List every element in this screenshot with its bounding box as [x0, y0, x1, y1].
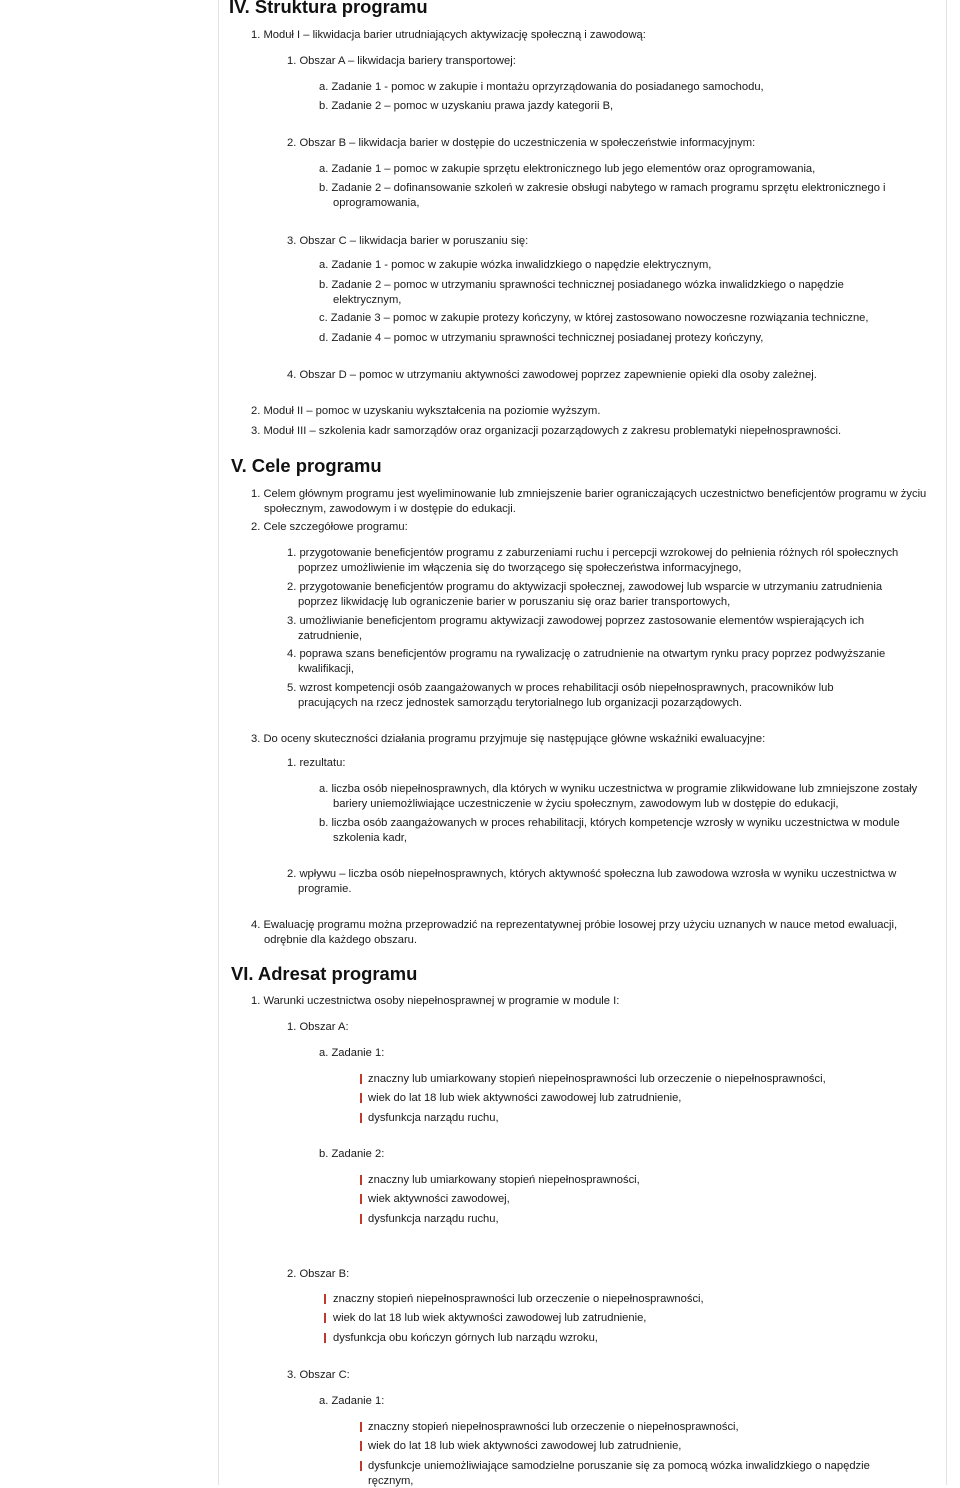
area-d: 4. Obszar D – pomoc w utrzymaniu aktywności zawodowej poprzez zapewnienie opieki dla osoby zależnej.: [287, 369, 817, 381]
indicator-impact: 2. wpływu – liczba osób niepełnosprawnych, których aktywność społeczna lub zawodowa wzrosła w wyniku uczestnictwa w programie.: [287, 868, 897, 895]
recipient-area-a-task-2: b. Zadanie 2:: [319, 1148, 385, 1160]
bullet-icon: [360, 1214, 362, 1224]
module-1: 1. Moduł I – likwidacja barier utrudniających aktywizację społeczną i zawodową:: [251, 29, 646, 41]
area-b: 2. Obszar B – likwidacja barier w dostępie do uczestniczenia w społeczeństwie informacyjnym:: [287, 137, 756, 149]
recipient-area-c-task-1: a. Zadanie 1:: [319, 1395, 385, 1407]
recipient-area-b: 2. Obszar B:: [287, 1268, 350, 1280]
goal-4: 4. poprawa szans beneficjentów programu na rywalizację o zatrudnienie na otwartym rynku pracy poprzez podwyższanie kwalifikacji,: [287, 648, 886, 675]
bullet-icon: [324, 1333, 326, 1343]
area-a-task-1: a. Zadanie 1 - pomoc w zakupie i montażu oprzyrządowania do posiadanego samochodu,: [319, 81, 764, 93]
bullet-icon: [360, 1093, 362, 1103]
list-item: dysfunkcje uniemożliwiające samodzielne poruszanie się za pomocą wózka inwalidzkiego o napędzie ręcznym,: [368, 1460, 870, 1487]
indicator-result-a: a. liczba osób niepełnosprawnych, dla których w wyniku uczestnictwa w programie zlikwidowane lub zmniejszone zostały bariery uniemożliwiające uczestniczenie w życiu społecznym, zawodowym lub w dostępie do edukacji,: [319, 783, 918, 810]
goal-2: 2. przygotowanie beneficjentów programu do aktywizacji społecznej, zawodowej lub wsparcie w utrzymaniu zatrudnienia poprzez likwidację lub ograniczenie barier w poruszaniu się oraz barier transportowych,: [287, 581, 883, 608]
area-c-task-3: c. Zadanie 3 – pomoc w zakupie protezy kończyny, w której zastosowano nowoczesne rozwiązania techniczne,: [319, 312, 869, 324]
bullet-icon: [360, 1441, 362, 1451]
goal-5: 5. wzrost kompetencji osób zaangażowanych w proces rehabilitacji osób niepełnosprawnych, pracowników lub pracujących na rzecz jednostek samorządu terytorialnego lub organizacji pozarządowych.: [287, 682, 834, 709]
list-item: dysfunkcja narządu ruchu,: [368, 1112, 499, 1124]
bullet-icon: [360, 1194, 362, 1204]
specific-goals-label: 2. Cele szczegółowe programu:: [251, 521, 408, 533]
area-b-task-2: b. Zadanie 2 – dofinansowanie szkoleń w zakresie obsługi nabytego w ramach programu sprzętu elektronicznego i oprogramowania,: [319, 182, 886, 209]
list-item: znaczny stopień niepełnosprawności lub orzeczenie o niepełnosprawności,: [333, 1293, 704, 1305]
bullet-icon: [360, 1175, 362, 1185]
area-c-task-2: b. Zadanie 2 – pomoc w utrzymaniu sprawności technicznej posiadanego wózka inwalidzkiego o napędzie elektrycznym,: [319, 279, 844, 306]
list-item: wiek do lat 18 lub wiek aktywności zawodowej lub zatrudnienie,: [368, 1092, 682, 1104]
evaluation-indicators-label: 3. Do oceny skuteczności działania programu przyjmuje się następujące główne wskaźniki ewaluacyjne:: [251, 733, 766, 745]
bullet-icon: [324, 1294, 326, 1304]
list-item: znaczny stopień niepełnosprawności lub orzeczenie o niepełnosprawności,: [368, 1421, 739, 1433]
goal-3: 3. umożliwianie beneficjentom programu aktywizacji zawodowej poprzez zastosowanie elementów wspierających ich zatrudnienie,: [287, 615, 865, 642]
page-left-border: [218, 0, 219, 1485]
indicator-result-b: b. liczba osób zaangażowanych w proces rehabilitacji, których kompetencje wzrosły w wyniku uczestnictwa w module szkolenia kadr,: [319, 817, 900, 844]
section-heading-goals: V. Cele programu: [231, 455, 382, 476]
bullet-icon: [360, 1422, 362, 1432]
bullet-icon: [360, 1074, 362, 1084]
bullet-icon: [324, 1313, 326, 1323]
section-heading-recipient: VI. Adresat programu: [231, 963, 418, 984]
bullet-icon: [360, 1113, 362, 1123]
area-b-task-1: a. Zadanie 1 – pomoc w zakupie sprzętu elektronicznego lub jego elementów oraz oprogramowania,: [319, 163, 816, 175]
bullet-icon: [360, 1461, 362, 1471]
list-item: wiek aktywności zawodowej,: [368, 1193, 510, 1205]
recipient-area-c: 3. Obszar C:: [287, 1369, 350, 1381]
area-a: 1. Obszar A – likwidacja bariery transportowej:: [287, 55, 516, 67]
area-c: 3. Obszar C – likwidacja barier w poruszaniu się:: [287, 235, 529, 247]
list-item: dysfunkcja narządu ruchu,: [368, 1213, 499, 1225]
goal-1: 1. przygotowanie beneficjentów programu z zaburzeniami ruchu i percepcji wzrokowej do pełnienia różnych ról społecznych poprzez umożliwienie im włączenia się do tworzącego się społeczeństwa informacyjnego,: [287, 547, 899, 574]
list-item: dysfunkcja obu kończyn górnych lub narządu wzroku,: [333, 1332, 598, 1344]
participation-conditions: 1. Warunki uczestnictwa osoby niepełnosprawnej w programie w module I:: [251, 995, 620, 1007]
list-item: wiek do lat 18 lub wiek aktywności zawodowej lub zatrudnienie,: [333, 1312, 647, 1324]
main-goal: 1. Celem głównym programu jest wyeliminowanie lub zmniejszenie barier ograniczających uczestnictwo beneficjentów programu w życiu społecznym, zawodowym i w dostępie do edukacji.: [251, 488, 927, 515]
list-item: znaczny lub umiarkowany stopień niepełnosprawności,: [368, 1174, 640, 1186]
recipient-area-a: 1. Obszar A:: [287, 1021, 349, 1033]
indicator-result: 1. rezultatu:: [287, 757, 346, 769]
module-3: 3. Moduł III – szkolenia kadr samorządów oraz organizacji pozarządowych z zakresu problematyki niepełnosprawności.: [251, 425, 842, 437]
list-item: wiek do lat 18 lub wiek aktywności zawodowej lub zatrudnienie,: [368, 1440, 682, 1452]
section-heading-structure: IV. Struktura programu: [229, 0, 428, 17]
recipient-area-a-task-1: a. Zadanie 1:: [319, 1047, 385, 1059]
module-2: 2. Moduł II – pomoc w uzyskaniu wykształcenia na poziomie wyższym.: [251, 405, 601, 417]
list-item: znaczny lub umiarkowany stopień niepełnosprawności lub orzeczenie o niepełnosprawności,: [368, 1073, 826, 1085]
area-c-task-1: a. Zadanie 1 - pomoc w zakupie wózka inwalidzkiego o napędzie elektrycznym,: [319, 259, 712, 271]
evaluation-note: 4. Ewaluację programu można przeprowadzić na reprezentatywnej próbie losowej przy użyciu uznanych w nauce metod ewaluacji, odrębnie dla każdego obszaru.: [251, 919, 898, 946]
area-a-task-2: b. Zadanie 2 – pomoc w uzyskaniu prawa jazdy kategorii B,: [319, 100, 614, 112]
page-right-border: [946, 0, 947, 1485]
area-c-task-4: d. Zadanie 4 – pomoc w utrzymaniu sprawności technicznej posiadanej protezy kończyny,: [319, 332, 764, 344]
